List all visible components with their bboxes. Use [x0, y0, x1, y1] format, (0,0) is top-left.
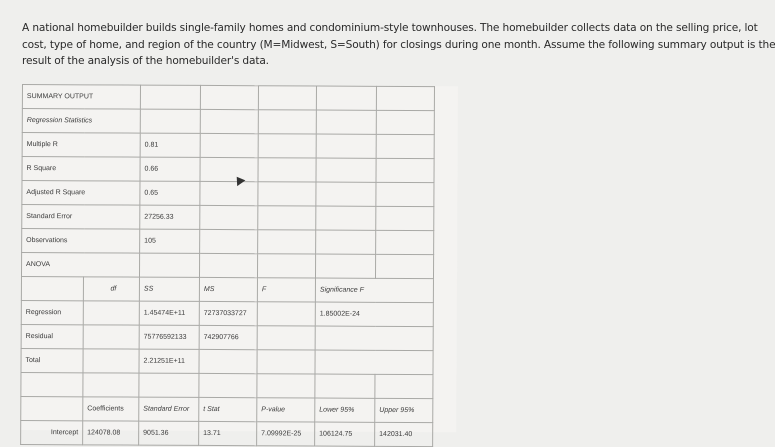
header-significance-f: Significance F [315, 278, 433, 303]
problem-line: A national homebuilder builds single-family homes and condominium-style townhouses. The homebuilder collects data on the selling price, lot [22, 22, 758, 34]
anova-header-row [21, 276, 433, 302]
anova-ms: 72737033727 [199, 301, 257, 325]
coef-lower-95: 106124.75 [315, 422, 375, 446]
stat-value: 0.65 [140, 181, 200, 205]
anova-ss: 1.45474E+11 [139, 301, 199, 325]
anova-df [83, 349, 139, 373]
summary-output-sheet [20, 84, 458, 439]
coefficients-header-row [21, 396, 433, 422]
stat-value: 0.66 [140, 157, 200, 181]
header-f: F [257, 278, 315, 302]
stat-label: Multiple R [22, 133, 140, 158]
anova-f [257, 326, 315, 350]
anova-row-label: Total [21, 348, 83, 372]
anova-significance: 1.85002E-24 [315, 302, 433, 327]
table-row [22, 181, 434, 207]
stat-label: Observations [22, 229, 140, 254]
problem-line: result of the analysis of the homebuilder's data. [22, 55, 269, 68]
table-row [22, 205, 434, 231]
anova-ss: 2.21251E+11 [139, 349, 199, 373]
header-df: df [83, 277, 139, 301]
table-row [22, 229, 434, 255]
table-row [22, 157, 434, 183]
stat-value: 0.81 [140, 133, 200, 157]
anova-title: ANOVA [21, 253, 139, 278]
anova-significance [315, 326, 433, 351]
coef-value: 124078.08 [83, 421, 139, 445]
anova-ms: 742907766 [199, 325, 257, 349]
anova-significance [315, 350, 433, 375]
stat-value: 27256.33 [140, 205, 200, 229]
anova-ss: 75776592133 [139, 325, 199, 349]
summary-output-table [20, 84, 435, 447]
header-ms: MS [199, 277, 257, 301]
stat-label: R Square [22, 157, 140, 182]
header-p-value: P-value [257, 398, 315, 422]
table-row [21, 420, 433, 446]
header-ss: SS [139, 277, 199, 301]
table-row [22, 133, 434, 159]
regression-statistics-title: Regression Statistics [22, 109, 140, 134]
anova-row-label: Residual [21, 324, 83, 348]
coef-p-value: 7.09992E-25 [257, 422, 315, 446]
stat-label: Adjusted R Square [22, 181, 140, 206]
coef-row-label: Intercept [21, 420, 83, 444]
header-upper-95: Upper 95% [375, 398, 433, 422]
problem-statement [22, 20, 775, 70]
header-t-stat: t Stat [199, 397, 257, 421]
coef-t-stat: 13.71 [199, 421, 257, 445]
table-row [21, 348, 433, 374]
anova-row-label: Regression [21, 300, 83, 324]
header-lower-95: Lower 95% [315, 398, 375, 422]
header-coefficients: Coefficients [83, 397, 139, 421]
problem-line: cost, type of home, and region of the country (M=Midwest, S=South) for closings during one month. Assume the following summary output is the [22, 38, 775, 51]
table-row [21, 324, 433, 350]
anova-df [83, 301, 139, 325]
header-standard-error: Standard Error [139, 397, 199, 421]
anova-f [257, 350, 315, 374]
table-row [21, 300, 433, 326]
stat-value: 105 [140, 229, 200, 253]
summary-output-title: SUMMARY OUTPUT [22, 85, 140, 110]
anova-f [257, 302, 315, 326]
anova-df [83, 325, 139, 349]
coef-standard-error: 9051.36 [139, 421, 199, 445]
coef-upper-95: 142031.40 [375, 422, 433, 446]
stat-label: Standard Error [22, 205, 140, 230]
anova-ms [199, 349, 257, 373]
